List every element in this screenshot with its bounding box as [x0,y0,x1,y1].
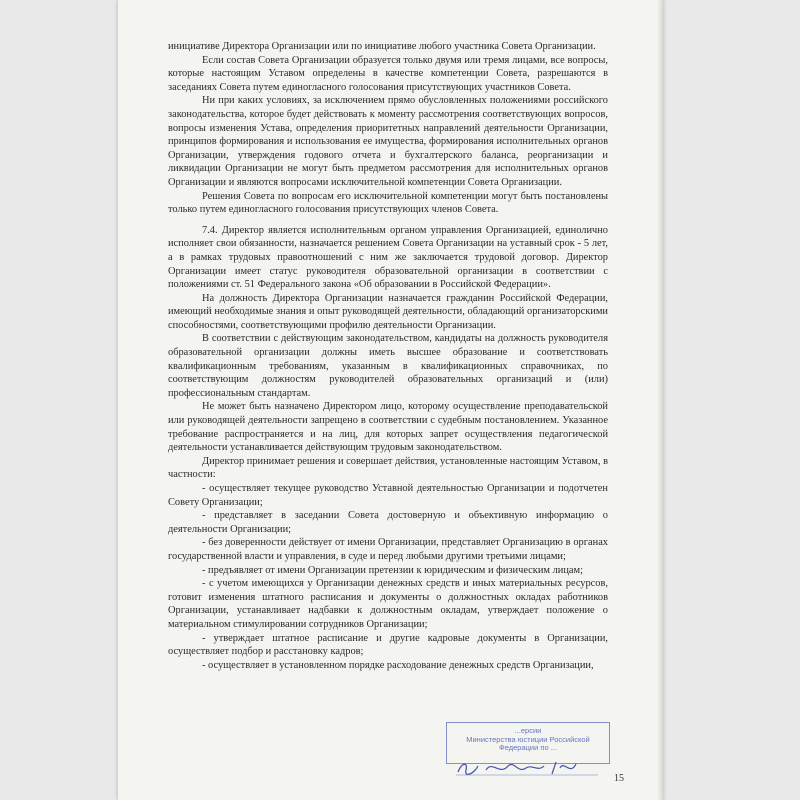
handwritten-signature [452,756,602,778]
list-item: - с учетом имеющихся у Организации денежных средств и иных материальных ресурсов, готовит изменения штатного расписания и документы о должностных окладах работников Организации, устанавливает надбавки к должностным окладам, утверждает положение о материальном стимулировании сотрудников Организации; [168,578,608,630]
list-item: - утверждает штатное расписание и другие кадровые документы в Организации, осуществляет подбор и расстановку кадров; [168,632,608,658]
paragraph: Директор принимает решения и совершает действия, установленные настоящим Уставом, в частности: [168,455,608,481]
page-number: 15 [614,773,624,784]
paragraph: В соответствии с действующим законодательством, кандидаты на должность руководителя образовательной организации должны иметь высшее образование и соответствовать квалификационным требованиям, указанным в квалификационных справочниках, по соответствующим должностям руководителей образовательных организаций и (или) профессиональным стандартам. [168,333,608,399]
section-7-4: 7.4. Директор является исполнительным органом управления Организацией, единолично исполняет свои обязанности, назначается решением Совета Организации на уставный срок - 5 лет, а в рамках трудовых правоотношений с ним же заключается трудовой договор. Директор Организации имеет статус руководителя образовательной организации в соответствии с положениями ст. 51 Федерального закона «Об образовании в Российской Федерации». [168,224,608,291]
stamp-line-1: ...ерсии [514,726,542,735]
list-item: - представляет в заседании Совета достоверную и объективную информацию о деятельности Организации; [168,510,608,535]
paragraph: Не может быть назначено Директором лицо, которому осуществление преподавательской или руководящей деятельности запрещено в соответствии с судебным постановлением. Указанное требование распространяется и на лиц, для которых запрет осуществления педагогической деятельности устанавливается действующим трудовым законодательством. [168,401,608,454]
list-item: - осуществляет текущее руководство Уставной деятельностью Организации и подотчетен Совету Организации; [168,483,608,508]
stamp-line-2: Министерства юстиции Российской [466,734,590,744]
signature-stroke [458,762,576,774]
list-item: - осуществляет в установленном порядке расходование денежных средств Организации, [202,659,594,671]
paragraph: На должность Директора Организации назначается гражданин Российской Федерации, имеющий необходимые знания и опыт руководящей деятельности, обладающий организаторскими способностями, соответствующими профилю деятельности Организации. [168,292,608,331]
paragraph: Если состав Совета Организации образуется только двумя или тремя лицами, все вопросы, которые настоящим Уставом определены в качестве компетенции Совета, разрешаются в заседаниях Совета путем единогласного голосования присутствующих участников Совета. [168,54,608,93]
list-item: - предъявляет от имени Организации претензии к юридическим и физическим лицам; [202,564,583,576]
list-item: - без доверенности действует от имени Организации, представляет Организацию в органах государственной власти и управления, в суде и перед любыми другими третьими лицами; [168,537,608,562]
stamp-line-3: Федерации по ... [499,743,557,752]
paragraph: инициативе Директора Организации или по инициативе любого участника Совета Организации. [168,41,596,52]
paragraph: Решения Совета по вопросам его исключительной компетенции могут быть постановлены только путем единогласного голосования присутствующих членов Совета. [168,190,608,216]
document-body [168,40,608,672]
paragraph: Ни при каких условиях, за исключением прямо обусловленных положениями российского законодательства, которое будет действовать к моменту рассмотрения соответствующих вопросов, вопросы изменения Устава, определения приоритетных направлений деятельности Организации, принципов формирования и использования ее имущества, формирования исполнительных органов Организации, утверждения годового отчета и бухгалтерского баланса, реорганизации и ликвидации Организации не могут быть предметом рассмотрения для исполнительных органов Организации и являются вопросами исключительной компетенции Совета Организации. [168,95,608,188]
